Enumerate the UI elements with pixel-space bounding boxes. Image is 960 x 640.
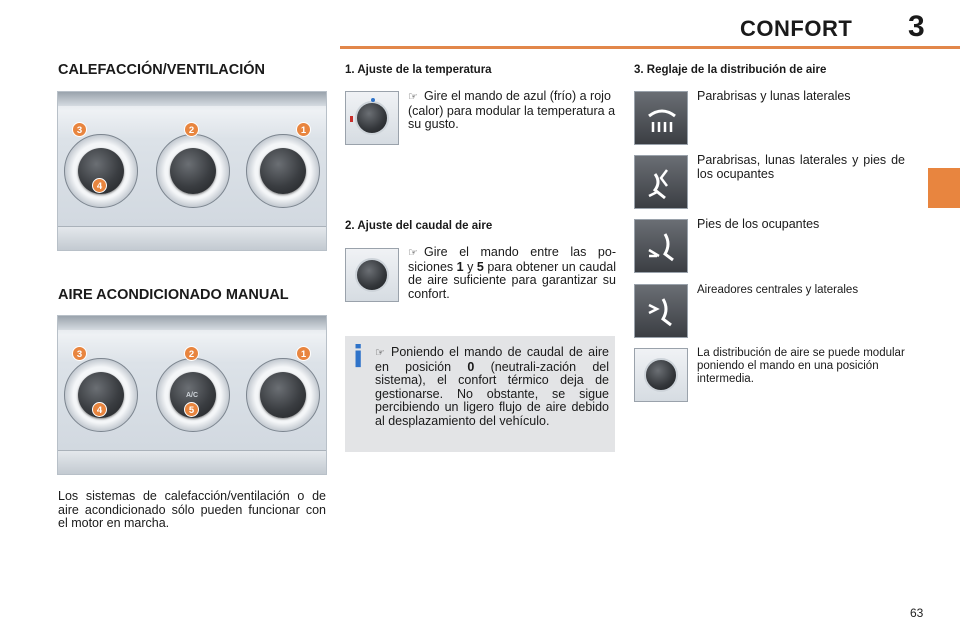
flow-heading: 2. Ajuste del caudal de aire [345,220,493,232]
windscreen-demist-icon [634,91,688,145]
temperature-instruction [408,90,616,132]
distribution-option-4: Aireadores centrales y laterales [697,284,859,296]
distribution-option-1: Parabrisas y lunas laterales [697,89,851,103]
temperature-knob [246,358,320,432]
callout-badge: 4 [92,402,107,417]
pointer-bullet: ☞ [375,347,385,359]
info-note-text [375,346,609,428]
page-number: 63 [910,606,924,620]
windscreen-feet-icon [634,155,688,209]
info-position-zero: 0 [467,359,475,374]
callout-badge: 2 [184,122,199,137]
info-note-box [345,336,615,452]
callout-badge: 2 [184,346,199,361]
engine-running-note: Los sistemas de calefacción/ventilación o de aire acondicionado sólo pueden funcionar con el motor en marcha. [58,489,326,530]
flow-text-end: para obtener un caudal de aire suficiente para garantizar su confort. [408,259,617,301]
flow-position-max: 5 [476,259,484,274]
pointer-bullet: ☞ [408,247,418,259]
info-text: Poniendo el mando de caudal de aire en posición [375,345,609,374]
panel-top-trim [58,92,326,106]
flow-text: Gire el mando entre las po-siciones [408,245,616,274]
pointer-bullet: ☞ [408,91,418,103]
heating-section-title: CALEFACCIÓN/VENTILACIÓN [58,62,266,78]
callout-badge: 1 [296,346,311,361]
panel-top-trim [58,316,326,330]
distribution-option-2: Parabrisas, lunas laterales y pies de los ocupantes [697,153,905,181]
info-icon: i [353,340,364,375]
temperature-knob-thumb [345,91,399,145]
ac-panel-photo [57,315,327,475]
info-text-end: (neutrali-zación del sistema), el confort térmico deja de gestionarse. No obstante, se sigue percibiendo un ligero flujo de aire debido al desplazamiento del vehículo. [375,359,609,428]
flow-position-min: 1 [456,259,464,274]
chapter-side-tab [928,168,960,208]
distribution-heading: 3. Reglaje de la distribución de aire [634,64,827,76]
chapter-title: CONFORT [740,16,853,41]
temperature-heading: 1. Ajuste de la temperatura [345,64,492,76]
temperature-scale-icon [346,92,400,146]
chapter-number: 3 [908,10,925,43]
heating-panel-photo [57,91,327,251]
distribution-option-3: Pies de los ocupantes [697,217,820,231]
ac-label: A/C [186,392,199,399]
panel-bottom-trim [58,450,326,474]
distribution-knob [64,134,138,208]
panel-bottom-trim [58,226,326,250]
temperature-text: Gire el mando de azul (frío) a rojo (calor) para modular la temperatura a su gusto. [408,89,616,131]
callout-badge: 3 [72,346,87,361]
callout-badge: 1 [296,122,311,137]
flow-instruction [408,246,616,301]
fan-knob [156,134,230,208]
header-rule [340,46,960,49]
fan-knob-thumb [345,248,399,302]
distribution-knob-icon [634,348,688,402]
feet-icon [634,219,688,273]
temperature-knob [246,134,320,208]
flow-text-mid: y [463,259,477,274]
callout-badge: 3 [72,122,87,137]
ac-section-title: AIRE ACONDICIONADO MANUAL [58,287,289,303]
face-vents-icon [634,284,688,338]
callout-badge: 4 [92,178,107,193]
fan-knob-icon [355,258,389,292]
callout-badge: 5 [184,402,199,417]
distribution-option-5: La distribución de aire se puede modular poniendo el mando en una posición intermedia. [697,347,905,385]
distribution-knob [64,358,138,432]
